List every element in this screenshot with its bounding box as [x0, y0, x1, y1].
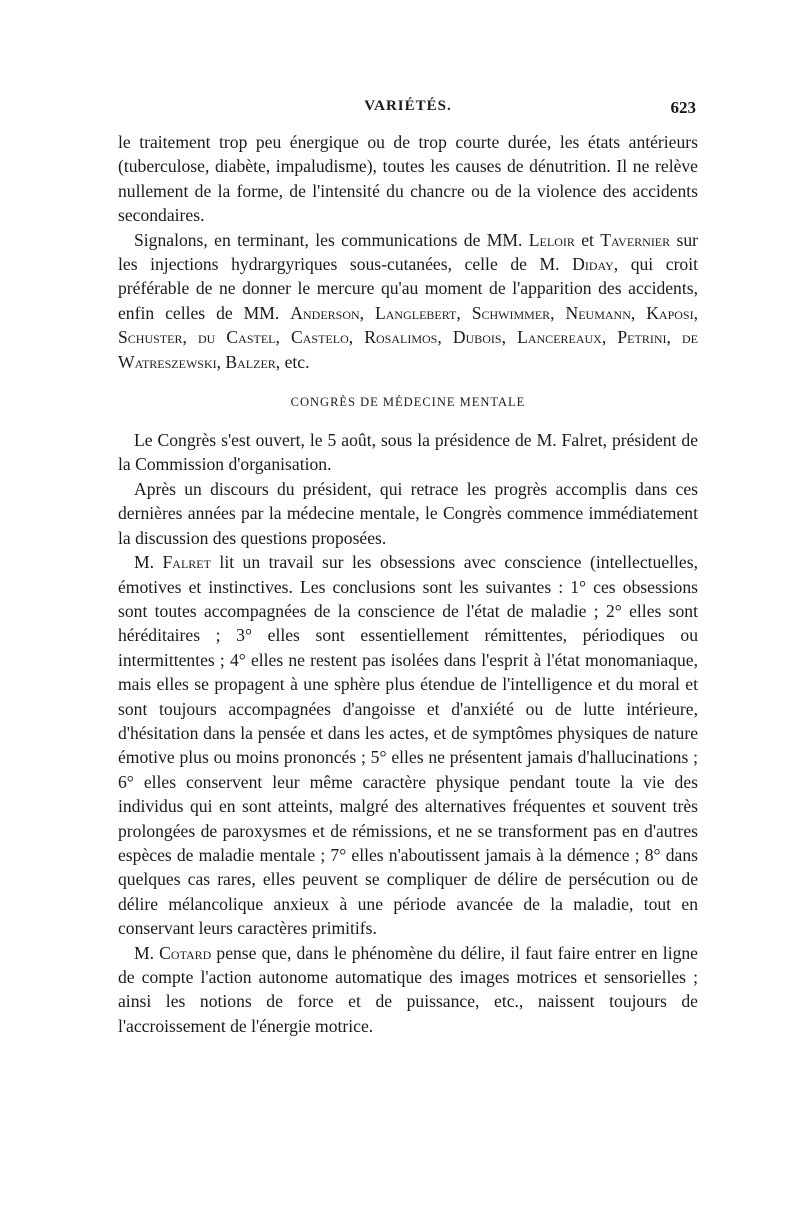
- text-run: M.: [134, 942, 160, 963]
- paragraph-text: Après un discours du président, qui retrace les progrès accomplis dans ces dernières années par la médecine mentale, le Congrès commence immédiatement la discussion des questions proposées.: [118, 478, 698, 548]
- author-name-falret: Falret: [162, 552, 211, 573]
- text-run: et: [574, 229, 601, 250]
- text-run: M.: [134, 552, 163, 573]
- paragraph-opening: [118, 428, 698, 477]
- running-header: [118, 98, 698, 124]
- paragraph-text: le traitement trop peu énergique ou de trop courte durée, les états antérieurs (tuberculose, diabète, impaludisme), toutes les causes de dénutrition. Il ne relève nullement de la forme, de l'intensité du chancre ou de la violence des accidents secondaires.: [118, 132, 698, 226]
- paragraph-continuation: [118, 130, 698, 228]
- document-page: [118, 0, 698, 1215]
- text-run: , etc.: [275, 351, 310, 372]
- text-run: Signalons, en terminant, les communications de MM.: [134, 229, 529, 250]
- paragraph-discourse: [118, 477, 698, 550]
- paragraph-communications: [118, 228, 698, 374]
- author-names-list: Anderson, Langlebert, Schwimmer, Neumann, Kaposi, Schuster, du Castel, Castelo, Rosalimos, Dubois, Lancereaux, Petrini, de Watreszewski, Balzer: [118, 302, 698, 372]
- text-run: , qui croit préférable de ne donner le mercure qu'au moment de l'apparition des accidents, enfin celles de MM.: [118, 254, 699, 323]
- text-run: lit un travail sur les obsessions avec conscience (intellectuelles, émotives et instinctives. Les conclusions sont les suivantes : 1° ces obsessions sont toutes accompagnées de la conscience de l'état de maladie ; 2° elles sont héréditaires ; 3° elles sont essentiellement rémittentes, périodiques ou intermittentes ; 4° elles ne restent pas isolées dans l'esprit à l'état monomaniaque, mais elles se propagent à une sphère plus étendue de l'intelligence et du moral et sont toujours accompagnées d'angoisse et d'anxiété ou de lutte intérieure, d'hésitation dans la pensée et dans les actes, et de symptômes physiques de nature émotive plus ou moins prononcés ; 5° elles ne présentent jamais d'hallucinations ; 6° elles conservent leur même caractère physique pendant toute la vie des individus qui en sont atteints, malgré des alternatives fréquentes et souvent très prolongées de paroxysmes et de rémissions, et ne se transforment pas en d'autres espèces de maladie mentale ; 7° elles n'aboutissent jamais à la démence ; 8° dans quelques cas rares, elles peuvent se compliquer de délire de persécution ou de délire mélancolique anxieux à une période avancée de la maladie, tout en conservant leurs caractères primitifs.: [118, 552, 698, 939]
- body-text: [118, 130, 698, 1038]
- text-run: pense que, dans le phénomène du délire, il faut faire entrer en ligne de compte l'action autonome automatique des images motrices et sensorielles ; ainsi les notions de force et de puissance, etc., naissent toujours de l'accroissement de l'énergie motrice.: [118, 942, 698, 1036]
- author-name-leloir: Leloir: [528, 229, 575, 250]
- paragraph-falret: [118, 550, 698, 941]
- section-heading: CONGRÈS DE MÉDECINE MENTALE: [290, 395, 526, 410]
- author-name-cotard: Cotard: [159, 942, 212, 963]
- running-title: VARIÉTÉS.: [364, 98, 452, 114]
- page-number: 623: [670, 98, 696, 117]
- paragraph-cotard: [118, 941, 698, 1039]
- author-name-tavernier: Tavernier: [600, 229, 671, 250]
- author-name-diday: Diday: [572, 254, 614, 275]
- text-run: sur les injections hydrargyriques sous-cutanées, celle de M.: [118, 229, 699, 275]
- paragraph-text: Le Congrès s'est ouvert, le 5 août, sous la présidence de M. Falret, président de la Commission d'organisation.: [118, 430, 698, 475]
